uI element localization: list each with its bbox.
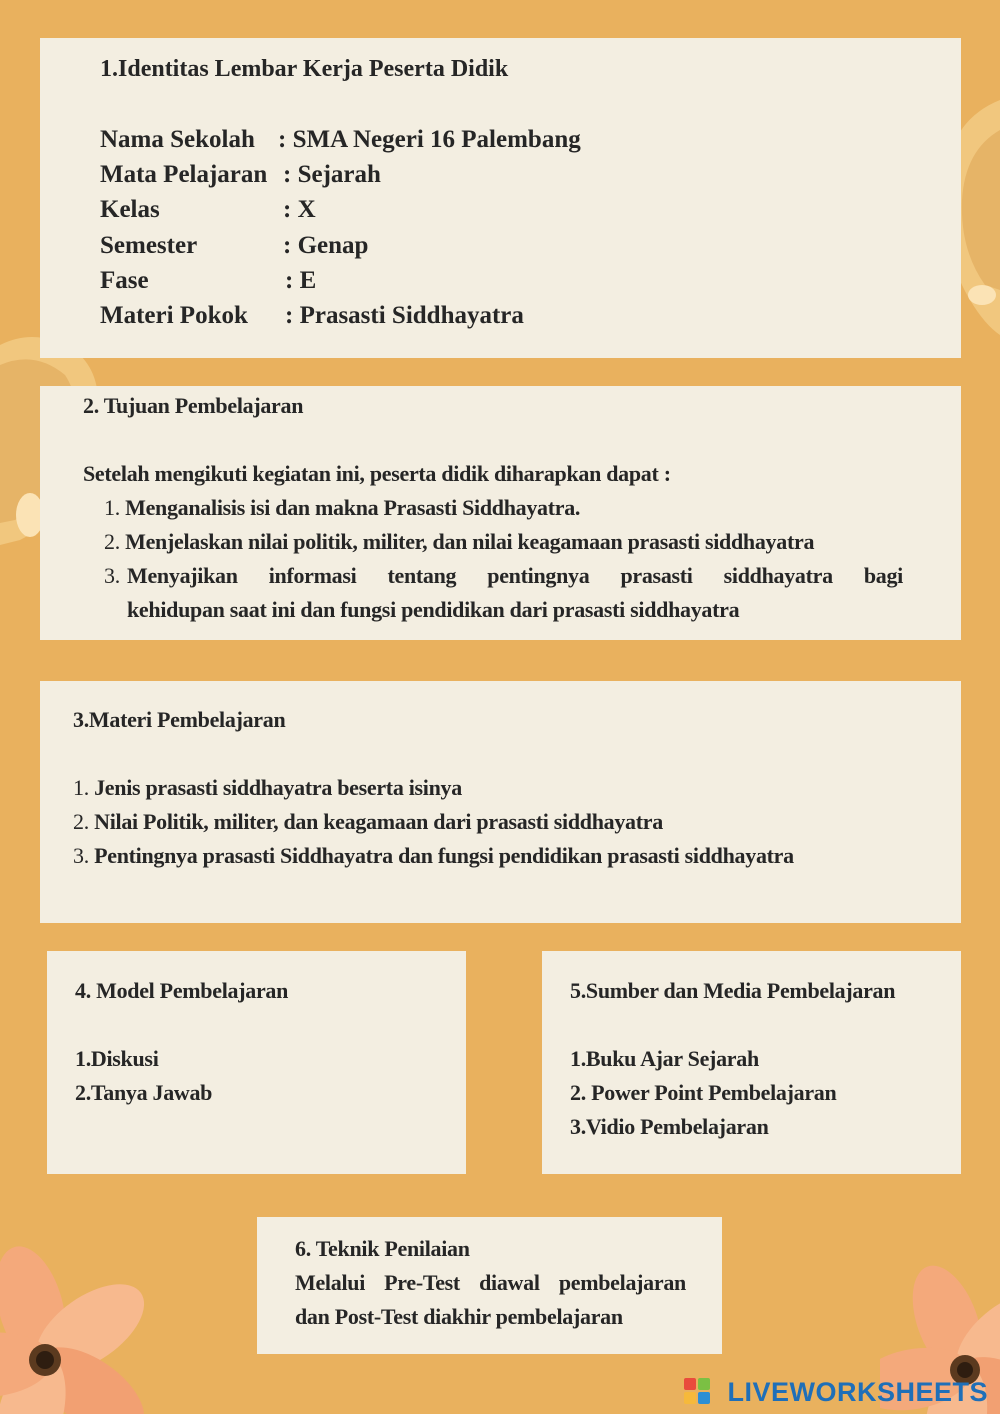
identity-label: Nama Sekolah xyxy=(100,126,255,153)
objective-word: tentang xyxy=(387,563,457,588)
objective-continuation: kehidupan saat ini dan fungsi pendidikan dari prasasti siddhayatra xyxy=(127,597,740,622)
material-text: Nilai Politik, militer, dan keagamaan dari prasasti siddhayatra xyxy=(94,809,663,834)
assessment-heading: 6. Teknik Penilaian xyxy=(295,1236,470,1261)
identity-panel xyxy=(40,38,961,358)
objective-item xyxy=(104,495,580,521)
material-item xyxy=(73,843,794,869)
material-item xyxy=(73,775,462,801)
assessment-line xyxy=(295,1270,686,1296)
objectives-heading: 2. Tujuan Pembelajaran xyxy=(83,393,304,418)
sources-heading: 5.Sumber dan Media Pembelajaran xyxy=(570,978,896,1003)
identity-label: Mata Pelajaran xyxy=(100,161,268,188)
source-item: 2. Power Point Pembelajaran xyxy=(570,1080,837,1105)
model-heading: 4. Model Pembelajaran xyxy=(75,978,289,1003)
liveworksheets-logo-icon xyxy=(684,1378,710,1404)
material-text: Jenis prasasti siddhayatra beserta isinya xyxy=(94,775,462,800)
assessment-word: Pre-Test xyxy=(384,1270,460,1295)
objective-number: 1. xyxy=(104,495,120,520)
material-number: 3. xyxy=(73,843,89,868)
identity-value: : Sejarah xyxy=(283,161,381,188)
assessment-word: Melalui xyxy=(295,1270,366,1295)
identity-value: : E xyxy=(285,267,317,294)
objective-word: pentingnya xyxy=(487,563,590,588)
source-item: 1.Buku Ajar Sejarah xyxy=(570,1046,759,1071)
identity-value: : Genap xyxy=(283,232,369,259)
identity-value: : Prasasti Siddhayatra xyxy=(285,302,524,329)
assessment-panel xyxy=(257,1217,722,1354)
assessment-line: dan Post-Test diakhir pembelajaran xyxy=(295,1304,623,1329)
model-item: 1.Diskusi xyxy=(75,1046,159,1071)
assessment-word: pembelajaran xyxy=(558,1270,686,1295)
objective-number: 2. xyxy=(104,529,120,554)
objective-word: informasi xyxy=(268,563,357,588)
identity-label: Kelas xyxy=(100,196,160,223)
assessment-word: diawal xyxy=(479,1270,540,1295)
materials-panel xyxy=(40,681,961,923)
objective-text-justified xyxy=(127,563,903,589)
model-item: 2.Tanya Jawab xyxy=(75,1080,213,1105)
objective-word: siddhayatra xyxy=(723,563,833,588)
sources-panel xyxy=(542,951,961,1174)
objective-word: prasasti xyxy=(620,563,693,588)
identity-label: Materi Pokok xyxy=(100,302,248,329)
objectives-panel xyxy=(40,386,961,640)
objective-number: 3. xyxy=(104,563,120,588)
material-text: Pentingnya prasasti Siddhayatra dan fungsi pendidikan prasasti siddhayatra xyxy=(94,843,794,868)
identity-heading: 1.Identitas Lembar Kerja Peserta Didik xyxy=(100,56,509,82)
objective-word: bagi xyxy=(863,563,903,588)
model-panel xyxy=(47,951,466,1174)
material-item xyxy=(73,809,663,835)
objectives-intro: Setelah mengikuti kegiatan ini, peserta didik diharapkan dapat : xyxy=(83,461,671,486)
flower-icon xyxy=(0,1235,150,1414)
objective-item xyxy=(104,563,120,589)
material-number: 2. xyxy=(73,809,89,834)
objective-text: Menganalisis isi dan makna Prasasti Siddhayatra. xyxy=(125,495,581,520)
identity-value: : SMA Negeri 16 Palembang xyxy=(278,126,581,153)
source-item: 3.Vidio Pembelajaran xyxy=(570,1114,769,1139)
materials-heading: 3.Materi Pembelajaran xyxy=(73,707,286,732)
identity-label: Fase xyxy=(100,267,149,294)
objective-word: Menyajikan xyxy=(127,563,238,588)
objective-text: Menjelaskan nilai politik, militer, dan nilai keagamaan prasasti siddhayatra xyxy=(125,529,815,554)
material-number: 1. xyxy=(73,775,89,800)
objective-item xyxy=(104,529,814,555)
identity-label: Semester xyxy=(100,232,198,259)
liveworksheets-brand[interactable]: LIVEWORKSHEETS xyxy=(727,1377,988,1407)
identity-value: : X xyxy=(283,196,316,223)
